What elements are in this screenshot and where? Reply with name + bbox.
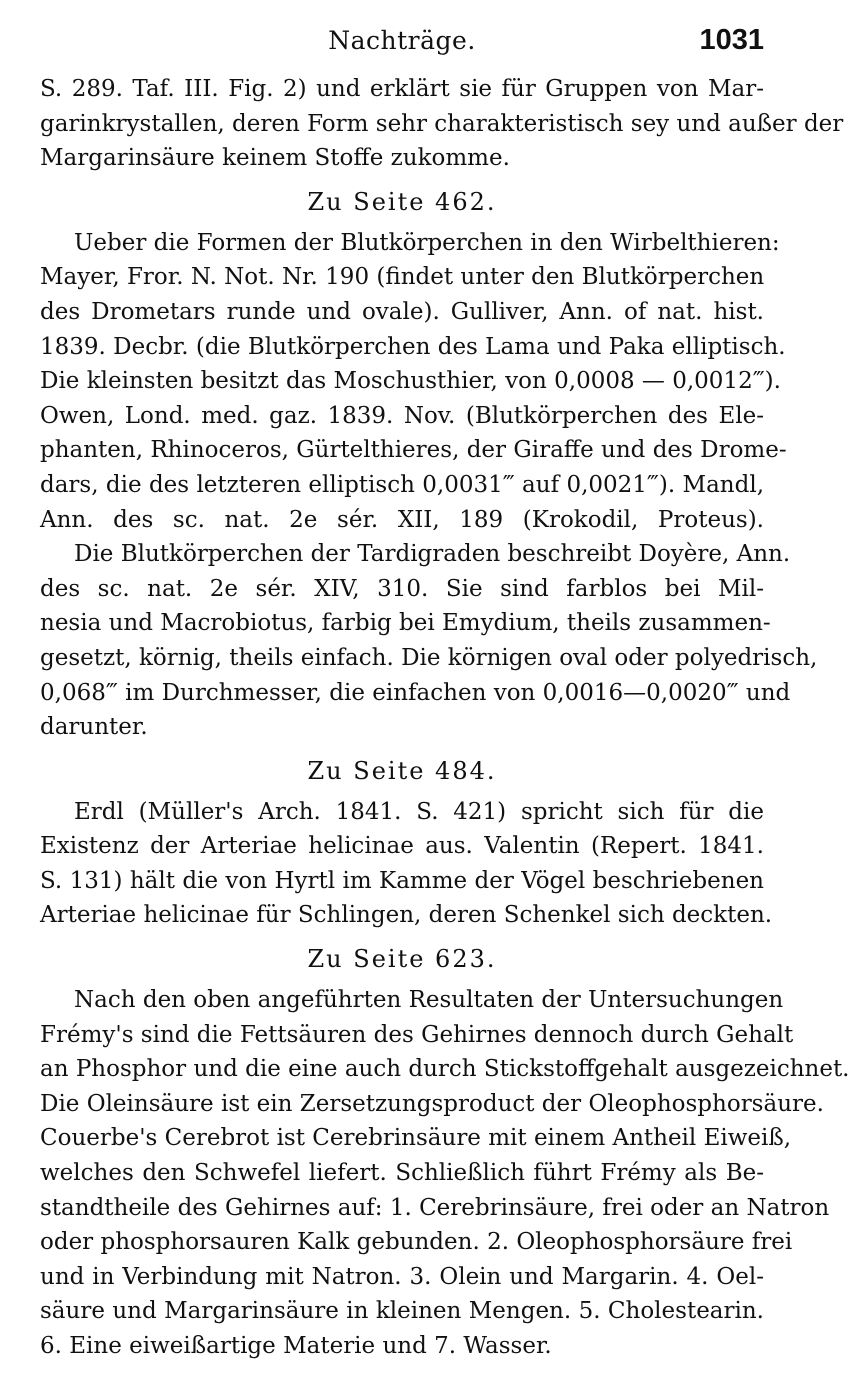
text-line: Die Oleinsäure ist ein Zersetzungsproduct der Oleophosphorsäure. xyxy=(40,1090,824,1117)
text-line: 1839. Decbr. (die Blutkörperchen des Lama und Paka elliptisch. xyxy=(40,333,786,360)
running-header xyxy=(40,0,764,72)
text-line: gesetzt, körnig, theils einfach. Die körnigen oval oder polyedrisch, xyxy=(40,644,818,671)
text-line: und in Verbindung mit Natron. 3. Olein und Margarin. 4. Oel- xyxy=(40,1263,764,1290)
text-line: Erdl (Müller's Arch. 1841. S. 421) spricht sich für die xyxy=(74,798,764,825)
text-line: Ueber die Formen der Blutkörperchen in den Wirbelthieren: xyxy=(74,229,780,256)
text-line: phanten, Rhinoceros, Gürtelthieres, der Giraffe und des Drome- xyxy=(40,437,787,464)
text-line: Ann. des sc. nat. 2e sér. XII, 189 (Krokodil, Proteus). xyxy=(40,506,764,533)
text-line: welches den Schwefel liefert. Schließlich führt Frémy als Be- xyxy=(40,1160,764,1187)
page-number: 1031 xyxy=(699,24,764,56)
text-line: Existenz der Arteriae helicinae aus. Valentin (Repert. 1841. xyxy=(40,833,764,860)
paragraph-blood-corpuscles xyxy=(40,226,818,745)
section-heading-page-623: Zu Seite 623. xyxy=(307,945,497,974)
paragraph-brain-fatty-acids xyxy=(40,983,850,1364)
text-line: Die kleinsten besitzt das Moschusthier, von 0,0008 — 0,0012‴). xyxy=(40,368,781,395)
text-line: Arteriae helicinae für Schlingen, deren Schenkel sich deckten. xyxy=(40,902,773,929)
text-line: Margarinsäure keinem Stoffe zukomme. xyxy=(40,145,510,172)
text-line: Couerbe's Cerebrot ist Cerebrinsäure mit einem Antheil Eiweiß, xyxy=(40,1125,792,1152)
document-page xyxy=(40,0,850,1364)
text-line: oder phosphorsauren Kalk gebunden. 2. Oleophosphorsäure frei xyxy=(40,1229,793,1256)
text-line: Frémy's sind die Fettsäuren des Gehirnes dennoch durch Gehalt xyxy=(40,1021,794,1048)
text-line: Die Blutkörperchen der Tardigraden beschreibt Doyère, Ann. xyxy=(74,541,791,568)
text-line: an Phosphor und die eine auch durch Stickstoffgehalt ausgezeichnet. xyxy=(40,1056,850,1083)
text-line: S. 289. Taf. III. Fig. 2) und erklärt sie für Gruppen von Mar- xyxy=(40,76,764,102)
text-line: standtheile des Gehirnes auf: 1. Cerebrinsäure, frei oder an Natron xyxy=(40,1194,830,1221)
text-line: des sc. nat. 2e sér. XIV, 310. Sie sind farblos bei Mil- xyxy=(40,575,764,602)
text-line: 6. Eine eiweißartige Materie und 7. Wasser. xyxy=(40,1333,552,1359)
text-line: des Drometars runde und ovale). Gulliver, Ann. of nat. hist. xyxy=(40,298,764,325)
text-line: Nach den oben angeführten Resultaten der Untersuchungen xyxy=(74,987,784,1014)
paragraph-margarine-continuation xyxy=(40,72,844,176)
text-line: garinkrystallen, deren Form sehr charakteristisch sey und außer der xyxy=(40,110,844,137)
paragraph-arteriae-helicinae xyxy=(40,795,773,933)
section-heading-page-462: Zu Seite 462. xyxy=(307,187,497,216)
text-line: nesia und Macrobiotus, farbig bei Emydium, theils zusammen- xyxy=(40,610,771,637)
text-line: 0,068‴ im Durchmesser, die einfachen von 0,0016—0,0020‴ und xyxy=(40,679,791,706)
section-heading-page-484: Zu Seite 484. xyxy=(307,756,497,785)
text-line: S. 131) hält die von Hyrtl im Kamme der Vögel beschriebenen xyxy=(40,867,764,894)
text-line: Owen, Lond. med. gaz. 1839. Nov. (Blutkörperchen des Ele- xyxy=(40,402,764,429)
text-line: darunter. xyxy=(40,714,148,741)
text-line: Mayer, Fror. N. Not. Nr. 190 (findet unter den Blutkörperchen xyxy=(40,264,765,291)
running-title: Nachträge. xyxy=(328,26,476,55)
text-line: säure und Margarinsäure in kleinen Mengen. 5. Cholestearin. xyxy=(40,1298,764,1325)
text-line: dars, die des letzteren elliptisch 0,0031‴ auf 0,0021‴). Mandl, xyxy=(40,471,764,498)
